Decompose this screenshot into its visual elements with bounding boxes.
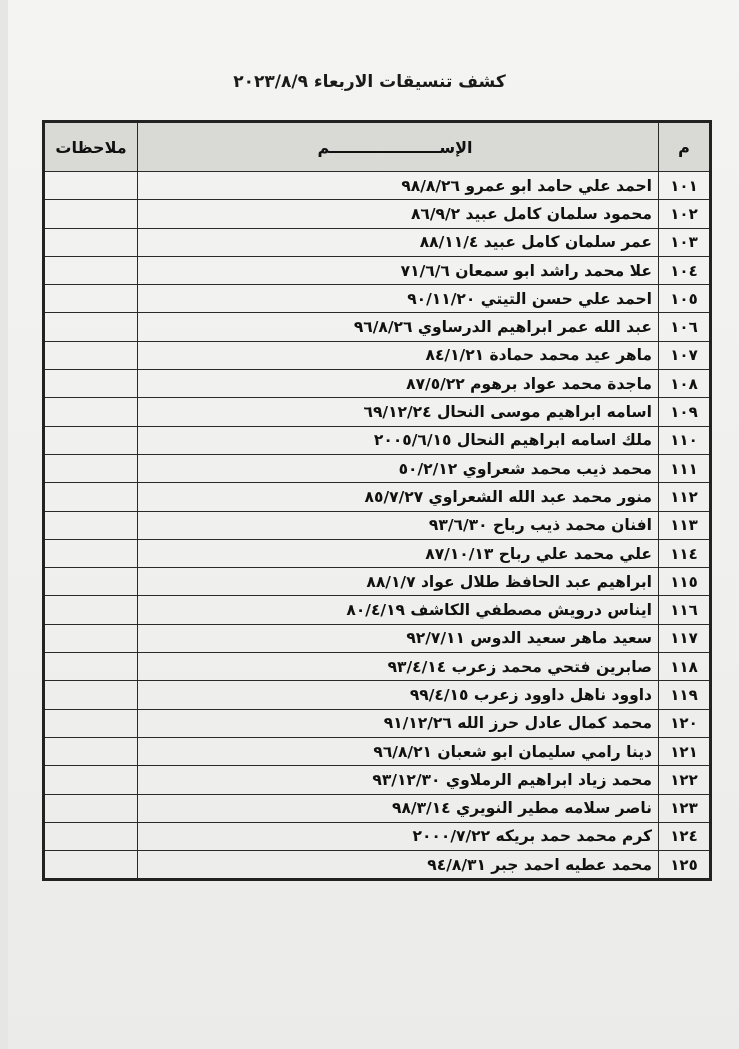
- row-number: ١١٧: [659, 624, 711, 652]
- row-name: عبد الله عمر ابراهيم الدرساوي ٩٦/٨/٢٦: [138, 313, 659, 341]
- row-name: افنان محمد ذيب رباح ٩٣/٦/٣٠: [138, 511, 659, 539]
- table-row: [44, 341, 711, 369]
- row-notes: [44, 822, 138, 850]
- row-notes: [44, 256, 138, 284]
- row-notes: [44, 341, 138, 369]
- row-name: سعيد ماهر سعيد الدوس ٩٢/٧/١١: [138, 624, 659, 652]
- table-row: [44, 200, 711, 228]
- table-row: [44, 454, 711, 482]
- row-name: منور محمد عبد الله الشعراوي ٨٥/٧/٢٧: [138, 483, 659, 511]
- row-name: ايناس درويش مصطفي الكاشف ٨٠/٤/١٩: [138, 596, 659, 624]
- row-number: ١١٨: [659, 653, 711, 681]
- table-row: [44, 596, 711, 624]
- row-name: محمد كمال عادل حرز الله ٩١/١٢/٢٦: [138, 709, 659, 737]
- row-notes: [44, 653, 138, 681]
- row-name: عمر سلمان كامل عبيد ٨٨/١١/٤: [138, 228, 659, 256]
- row-name: احمد علي حامد ابو عمرو ٩٨/٨/٢٦: [138, 172, 659, 200]
- table-row: [44, 851, 711, 880]
- names-table: [42, 120, 712, 881]
- row-notes: [44, 313, 138, 341]
- row-name: محمد ذيب محمد شعراوي ٥٠/٢/١٢: [138, 454, 659, 482]
- row-number: ١٠٤: [659, 256, 711, 284]
- row-notes: [44, 596, 138, 624]
- row-number: ١٠٢: [659, 200, 711, 228]
- row-name: داوود ناهل داوود زعرب ٩٩/٤/١٥: [138, 681, 659, 709]
- table-row: [44, 794, 711, 822]
- row-name: صابرين فتحي محمد زعرب ٩٣/٤/١٤: [138, 653, 659, 681]
- table-row: [44, 285, 711, 313]
- row-name: دينا رامي سليمان ابو شعبان ٩٦/٨/٢١: [138, 737, 659, 765]
- row-name: ابراهيم عبد الحافظ طلال عواد ٨٨/١/٧: [138, 568, 659, 596]
- row-notes: [44, 624, 138, 652]
- row-number: ١١٠: [659, 426, 711, 454]
- table-row: [44, 313, 711, 341]
- row-notes: [44, 172, 138, 200]
- table-row: [44, 539, 711, 567]
- row-name: محمود سلمان كامل عبيد ٨٦/٩/٢: [138, 200, 659, 228]
- row-number: ١١٤: [659, 539, 711, 567]
- row-number: ١٢٢: [659, 766, 711, 794]
- table-row: [44, 370, 711, 398]
- row-name: كرم محمد حمد بريكه ٢٠٠٠/٧/٢٢: [138, 822, 659, 850]
- table-row: [44, 568, 711, 596]
- table-row: [44, 624, 711, 652]
- row-notes: [44, 568, 138, 596]
- row-name: ناصر سلامه مطير النويري ٩٨/٣/١٤: [138, 794, 659, 822]
- table-header-row: [44, 122, 711, 172]
- row-number: ١٢٤: [659, 822, 711, 850]
- row-notes: [44, 511, 138, 539]
- row-notes: [44, 398, 138, 426]
- row-notes: [44, 681, 138, 709]
- page-title: كشف تنسيقات الاربعاء ٢٠٢٣/٨/٩: [233, 72, 506, 92]
- row-notes: [44, 454, 138, 482]
- row-number: ١٠١: [659, 172, 711, 200]
- table-row: [44, 653, 711, 681]
- row-name: محمد عطيه احمد جبر ٩٤/٨/٣١: [138, 851, 659, 880]
- table-row: [44, 256, 711, 284]
- row-number: ١٠٩: [659, 398, 711, 426]
- row-number: ١٢٠: [659, 709, 711, 737]
- row-notes: [44, 766, 138, 794]
- row-name: ماجدة محمد عواد برهوم ٨٧/٥/٢٢: [138, 370, 659, 398]
- row-number: ١١٣: [659, 511, 711, 539]
- table-row: [44, 483, 711, 511]
- header-notes: ملاحظات: [44, 122, 138, 172]
- row-number: ١١١: [659, 454, 711, 482]
- table-row: [44, 172, 711, 200]
- table-row: [44, 822, 711, 850]
- table-row: [44, 766, 711, 794]
- row-number: ١٢٣: [659, 794, 711, 822]
- row-name: محمد زياد ابراهيم الرملاوي ٩٣/١٢/٣٠: [138, 766, 659, 794]
- row-notes: [44, 370, 138, 398]
- row-notes: [44, 851, 138, 880]
- row-notes: [44, 426, 138, 454]
- row-name: احمد علي حسن التيتي ٩٠/١١/٢٠: [138, 285, 659, 313]
- row-notes: [44, 737, 138, 765]
- row-number: ١١٦: [659, 596, 711, 624]
- row-name: ملك اسامه ابراهيم النحال ٢٠٠٥/٦/١٥: [138, 426, 659, 454]
- row-number: ١٠٣: [659, 228, 711, 256]
- table-row: [44, 709, 711, 737]
- table-row: [44, 737, 711, 765]
- row-number: ١٠٦: [659, 313, 711, 341]
- row-name: ماهر عيد محمد حمادة ٨٤/١/٢١: [138, 341, 659, 369]
- table-body: [44, 172, 711, 880]
- row-notes: [44, 709, 138, 737]
- table-row: [44, 426, 711, 454]
- header-name: الإســــــــــــــــــــم: [138, 122, 659, 172]
- row-number: ١٢١: [659, 737, 711, 765]
- table-row: [44, 511, 711, 539]
- row-number: ١٠٧: [659, 341, 711, 369]
- table-row: [44, 398, 711, 426]
- header-number: م: [659, 122, 711, 172]
- row-notes: [44, 539, 138, 567]
- row-number: ١٠٥: [659, 285, 711, 313]
- row-number: ١٠٨: [659, 370, 711, 398]
- row-number: ١١٩: [659, 681, 711, 709]
- table-row: [44, 228, 711, 256]
- table-row: [44, 681, 711, 709]
- row-notes: [44, 285, 138, 313]
- row-name: علا محمد راشد ابو سمعان ٧١/٦/٦: [138, 256, 659, 284]
- row-name: اسامه ابراهيم موسى النحال ٦٩/١٢/٢٤: [138, 398, 659, 426]
- row-number: ١١٢: [659, 483, 711, 511]
- row-notes: [44, 200, 138, 228]
- row-notes: [44, 228, 138, 256]
- row-notes: [44, 483, 138, 511]
- row-name: علي محمد علي رباح ٨٧/١٠/١٣: [138, 539, 659, 567]
- row-number: ١٢٥: [659, 851, 711, 880]
- row-number: ١١٥: [659, 568, 711, 596]
- row-notes: [44, 794, 138, 822]
